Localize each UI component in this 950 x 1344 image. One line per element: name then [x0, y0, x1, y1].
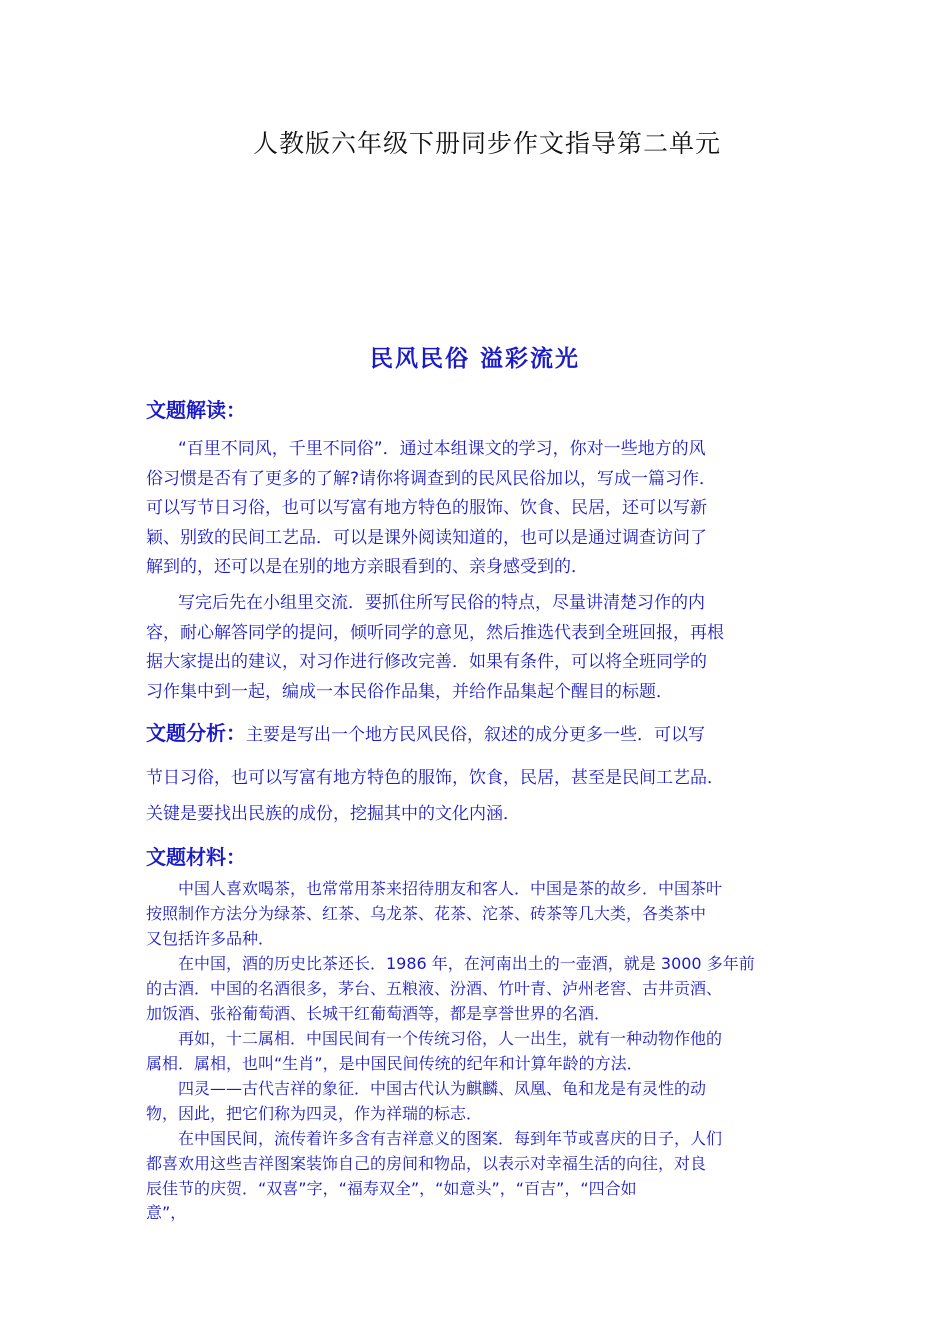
material-paragraph-wine: [146, 952, 818, 1026]
text-line: 四灵——古代吉祥的象征．中国古代认为麒麟、凤凰、龟和龙是有灵性的动: [178, 1079, 707, 1098]
text-line: 可以写节日习俗，也可以写富有地方特色的服饰、饮食、民居，还可以写新: [146, 498, 707, 519]
text-line: 辰佳节的庆贺．“双喜”字，“福寿双全”，“如意头”，“百吉”，“四合如: [146, 1178, 637, 1198]
material-paragraph-patterns: [146, 1127, 818, 1226]
text-line: 的古酒．中国的名酒很多，茅台、五粮液、汾酒、竹叶青、泸州老窖、古井贡酒、: [146, 978, 723, 998]
text-line: 中国人喜欢喝茶，也常常用茶来招待朋友和客人．中国是茶的故乡．中国茶叶: [178, 879, 723, 898]
material-paragraph-tea: [146, 877, 818, 951]
text-line: 又包括许多品种．: [146, 928, 275, 948]
reading-paragraph-2: [146, 589, 818, 707]
text-line: 在中国，酒的历史比茶还长．1986 年，在河南出土的一壶酒，就是 3000 多年前: [178, 954, 755, 973]
text-line: 容，耐心解答同学的提问，倾听同学的意见，然后推选代表到全班回报，再根: [146, 622, 724, 643]
analysis-first-line: [146, 717, 705, 746]
document-title: 人教版六年级下册同步作文指导第二单元: [253, 129, 722, 158]
text-line: 习作集中到一起，编成一本民俗作品集，并给作品集起个醒目的标题．: [146, 681, 673, 702]
material-paragraph-zodiac: [146, 1027, 818, 1077]
text-line: 再如，十二属相．中国民间有一个传统习俗，人一出生，就有一种动物作他的: [178, 1029, 723, 1048]
text-line: 在中国民间，流传着许多含有吉祥意义的图案．每到年节或喜庆的日子，人们: [178, 1129, 723, 1148]
text-line: 意”，: [146, 1203, 187, 1223]
text-line: “百里不同风，千里不同俗”．通过本组课文的学习，你对一些地方的风: [178, 439, 706, 459]
analysis-heading: 文题分析：: [146, 721, 246, 745]
text-line: 写完后先在小组里交流．要抓住所写民俗的特点，尽量讲清楚习作的内: [178, 593, 705, 613]
analysis-line-3: 关键是要找出民族的成份，挖掘其中的文化内涵．: [146, 804, 520, 824]
reading-heading: 文题解读：: [146, 398, 246, 422]
text-line: 按照制作方法分为绿茶、红茶、乌龙茶、花茶、沱茶、砖茶等几大类，各类茶中: [146, 903, 707, 923]
text-line: 都喜欢用这些吉祥图案装饰自己的房间和物品，以表示对幸福生活的向往，对良: [146, 1153, 707, 1173]
text-line: 颖、别致的民间工艺品．可以是课外阅读知道的，也可以是通过调查访问了: [146, 527, 707, 548]
text-line: 属相．属相，也叫“生肖”，是中国民间传统的纪年和计算年龄的方法．: [146, 1053, 643, 1073]
essay-title: 民风民俗 溢彩流光: [369, 346, 580, 372]
analysis-line-2: 节日习俗，也可以写富有地方特色的服饰，饮食，民居，甚至是民间工艺品．: [146, 768, 724, 788]
text-line: 俗习惯是否有了更多的了解?请你将调查到的民风民俗加以，写成一篇习作．: [146, 468, 717, 489]
analysis-text: 主要是写出一个地方民风民俗，叙述的成分更多一些．可以写: [246, 725, 705, 745]
text-line: 解到的，还可以是在别的地方亲眼看到的、亲身感受到的．: [146, 557, 588, 578]
material-heading: 文题材料：: [146, 845, 246, 869]
text-line: 物，因此，把它们称为四灵，作为祥瑞的标志．: [146, 1103, 483, 1123]
material-paragraph-four-spirits: [146, 1077, 818, 1127]
text-line: 据大家提出的建议，对习作进行修改完善．如果有条件，可以将全班同学的: [146, 652, 707, 673]
text-line: 加饭酒、张裕葡萄酒、长城干红葡萄酒等，都是享誉世界的名酒．: [146, 1003, 611, 1023]
reading-paragraph-1: [146, 435, 818, 583]
